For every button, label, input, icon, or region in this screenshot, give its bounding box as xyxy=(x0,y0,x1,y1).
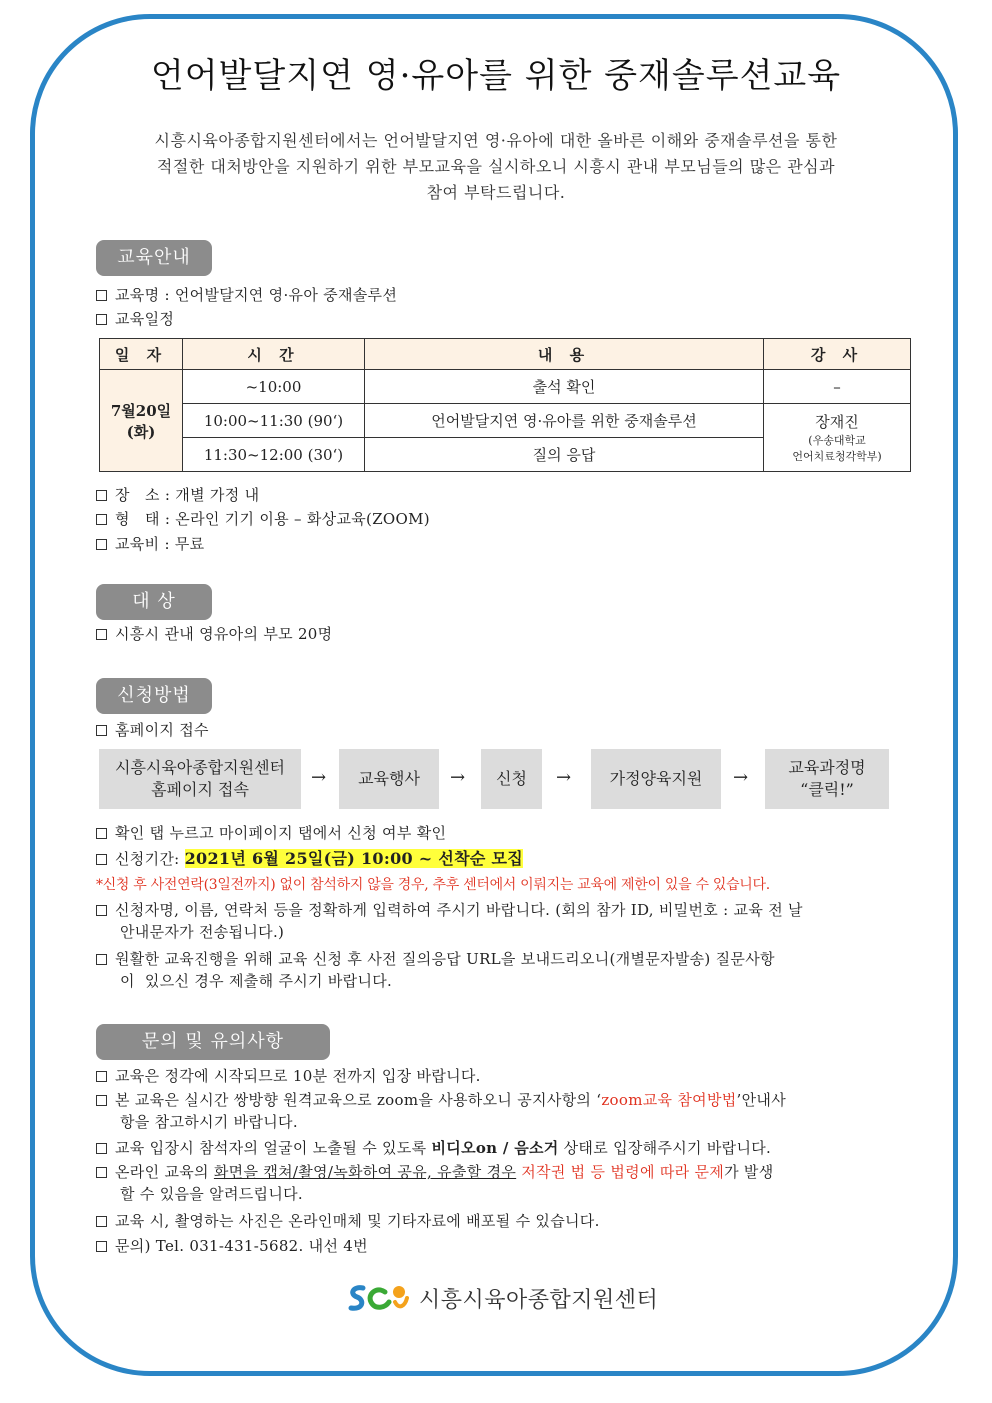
flow-step-label: 시흥시육아종합지원센터 xyxy=(114,758,286,777)
inquiry-item xyxy=(96,1089,906,1133)
intro-line: 시흥시육아종합지원센터에서는 언어발달지연 영·유아에 대한 올바른 이해와 중재솔루션을 통한 xyxy=(154,131,838,150)
table-header-row xyxy=(100,339,911,370)
checkbox-icon xyxy=(96,725,107,736)
inquiry-text: 교육 입장시 참석자의 얼굴이 노출될 수 있도록 xyxy=(115,1139,432,1157)
inquiry-video-mute: 비디오on / 음소거 xyxy=(431,1139,559,1157)
content-cell: 출석 확인 xyxy=(365,370,764,404)
right-arrow-icon: → xyxy=(556,767,572,788)
apply-note-2 xyxy=(96,948,906,992)
checkbox-icon xyxy=(96,1071,107,1082)
edu-form-text: 형 태 : 온라인 기기 이용 – 화상교육(ZOOM) xyxy=(115,510,430,528)
lecturer-affiliation: (우송대학교 xyxy=(808,433,866,447)
right-arrow-icon: → xyxy=(311,767,327,788)
checkbox-icon xyxy=(96,905,107,916)
section-header-target: 대 상 xyxy=(96,584,212,620)
apply-note-text: 안내문자가 전송됩니다.) xyxy=(120,923,285,941)
apply-period-label: 신청기간: xyxy=(115,850,185,868)
footer-logo xyxy=(345,1280,658,1316)
flow-step-edu-event: 교육행사 xyxy=(339,749,439,809)
schedule-table xyxy=(99,338,911,472)
inquiry-text: 본 교육은 실시간 쌍방향 원격교육으로 zoom을 사용하오니 공지사항의 ‘ xyxy=(115,1091,602,1109)
table-row xyxy=(100,404,911,438)
inquiry-text: ’안내사 xyxy=(736,1091,786,1109)
right-arrow-icon: → xyxy=(450,767,466,788)
inquiry-text: 할 수 있음을 알려드립니다. xyxy=(120,1185,303,1203)
content-cell: 질의 응답 xyxy=(365,438,764,472)
checkbox-icon xyxy=(96,290,107,301)
date-text: 7월20일 xyxy=(110,401,172,420)
checkbox-icon xyxy=(96,539,107,550)
lecturer-cell xyxy=(764,404,911,472)
checkbox-icon xyxy=(96,629,107,640)
edu-name-item xyxy=(96,284,906,306)
checkbox-icon xyxy=(96,514,107,525)
apply-note-text: 이 있으신 경우 제출해 주시기 바랍니다. xyxy=(120,972,393,990)
apply-note-text: 원활한 교육진행을 위해 교육 신청 후 사전 질의응답 URL을 보내드리오니(개별문자발송) 질문사항 xyxy=(115,950,775,968)
edu-fee-item xyxy=(96,533,906,555)
intro-line: 적절한 대처방안을 지원하기 위한 부모교육을 실시하오니 시흥시 관내 부모님들의 많은 관심과 xyxy=(156,157,836,176)
apply-period-value: 2021년 6월 25일(금) 10:00 ~ 선착순 모집 xyxy=(184,849,524,868)
section-header-apply: 신청방법 xyxy=(96,678,212,714)
edu-schedule-item xyxy=(96,308,906,330)
section-header-edu-info: 교육안내 xyxy=(96,240,212,276)
inquiry-text: 교육은 정각에 시작되므로 10분 전까지 입장 바랍니다. xyxy=(115,1067,481,1085)
checkbox-icon xyxy=(96,1167,107,1178)
inquiry-item xyxy=(96,1235,906,1257)
apply-warning: *신청 후 사전연락(3일전까지) 없이 참석하지 않을 경우, 추후 센터에서 이뤄지는 교육에 제한이 있을 수 있습니다. xyxy=(96,877,770,893)
flow-step-apply: 신청 xyxy=(481,749,542,809)
header-date: 일 자 xyxy=(100,339,183,370)
inquiry-item xyxy=(96,1210,906,1232)
inquiry-contact: 문의) Tel. 031-431-5682. 내선 4번 xyxy=(115,1237,368,1255)
flow-step-label: 홈페이지 접속 xyxy=(151,780,249,799)
checkbox-icon xyxy=(96,828,107,839)
edu-name-text: 교육명 : 언어발달지연 영·유아 중재솔루션 xyxy=(115,286,398,304)
flow-step-course-click xyxy=(765,749,889,809)
edu-place-item xyxy=(96,484,906,506)
inquiry-copyright-warning: 저작권 법 등 법령에 따라 문제 xyxy=(516,1163,725,1181)
apply-check-item xyxy=(96,822,906,844)
checkbox-icon xyxy=(96,1143,107,1154)
inquiry-text: 가 발생 xyxy=(724,1163,774,1181)
time-cell: 11:30~12:00 (30‘) xyxy=(183,438,365,472)
lecturer-affiliation: 언어치료청각학부) xyxy=(792,449,882,463)
time-cell: 10:00~11:30 (90‘) xyxy=(183,404,365,438)
inquiry-text: 교육 시, 촬영하는 사진은 온라인매체 및 기타자료에 배포될 수 있습니다. xyxy=(115,1212,600,1230)
checkbox-icon xyxy=(96,490,107,501)
apply-check-text: 확인 탭 누르고 마이페이지 탭에서 신청 여부 확인 xyxy=(115,824,447,842)
content-cell: 언어발달지연 영·유아를 위한 중재솔루션 xyxy=(365,404,764,438)
target-item xyxy=(96,623,906,645)
checkbox-icon xyxy=(96,954,107,965)
inquiry-capture-warning: 화면을 캡쳐/촬영/녹화하여 공유, 유출할 경우 xyxy=(213,1163,517,1181)
apply-note-1 xyxy=(96,899,906,943)
checkbox-icon xyxy=(96,314,107,325)
edu-place-text: 장 소 : 개별 가정 내 xyxy=(115,486,260,504)
inquiry-text: 상태로 입장해주시기 바랍니다. xyxy=(558,1139,772,1157)
lecturer-name: 장재진 xyxy=(815,412,859,431)
inquiry-item xyxy=(96,1161,906,1205)
apply-homepage-item xyxy=(96,719,906,741)
inquiry-text: 항을 참고하시기 바랍니다. xyxy=(120,1113,298,1131)
day-text: (화) xyxy=(126,422,156,441)
flow-step-label: “클릭!” xyxy=(800,780,854,799)
apply-note-text: 신청자명, 이름, 연락처 등을 정확하게 입력하여 주시기 바랍니다. (회의 참가 ID, 비밀번호 : 교육 전 날 xyxy=(115,901,803,919)
footer-org-name: 시흥시육아종합지원센터 xyxy=(419,1287,659,1313)
sc-logo-icon xyxy=(345,1280,411,1316)
inquiry-item xyxy=(96,1137,906,1159)
table-row xyxy=(100,370,911,404)
inquiry-zoom-guide: zoom교육 참여방법 xyxy=(601,1091,737,1109)
edu-fee-text: 교육비 : 무료 xyxy=(115,535,205,553)
intro-paragraph xyxy=(90,128,902,206)
checkbox-icon xyxy=(96,1095,107,1106)
right-arrow-icon: → xyxy=(733,767,749,788)
apply-period-item xyxy=(96,848,906,870)
apply-homepage-text: 홈페이지 접수 xyxy=(115,721,209,739)
intro-line: 참여 부탁드립니다. xyxy=(426,183,566,202)
checkbox-icon xyxy=(96,1241,107,1252)
page-title: 언어발달지연 영·유아를 위한 중재솔루션교육 xyxy=(150,56,842,96)
inquiry-item xyxy=(96,1065,906,1087)
lecturer-cell: – xyxy=(764,370,911,404)
header-lecturer: 강 사 xyxy=(764,339,911,370)
flow-step-label: 교육과정명 xyxy=(788,758,866,777)
date-cell xyxy=(100,370,183,472)
header-time: 시 간 xyxy=(183,339,365,370)
time-cell: ~10:00 xyxy=(183,370,365,404)
checkbox-icon xyxy=(96,1216,107,1227)
section-header-inquiry: 문의 및 유의사항 xyxy=(96,1024,330,1060)
edu-form-item xyxy=(96,508,906,530)
flow-step-homepage xyxy=(99,749,301,809)
target-text: 시흥시 관내 영유아의 부모 20명 xyxy=(115,625,333,643)
header-content: 내 용 xyxy=(365,339,764,370)
flow-step-home-care: 가정양육지원 xyxy=(591,749,721,809)
checkbox-icon xyxy=(96,854,107,865)
inquiry-text: 온라인 교육의 xyxy=(115,1163,214,1181)
edu-schedule-text: 교육일정 xyxy=(115,310,175,328)
